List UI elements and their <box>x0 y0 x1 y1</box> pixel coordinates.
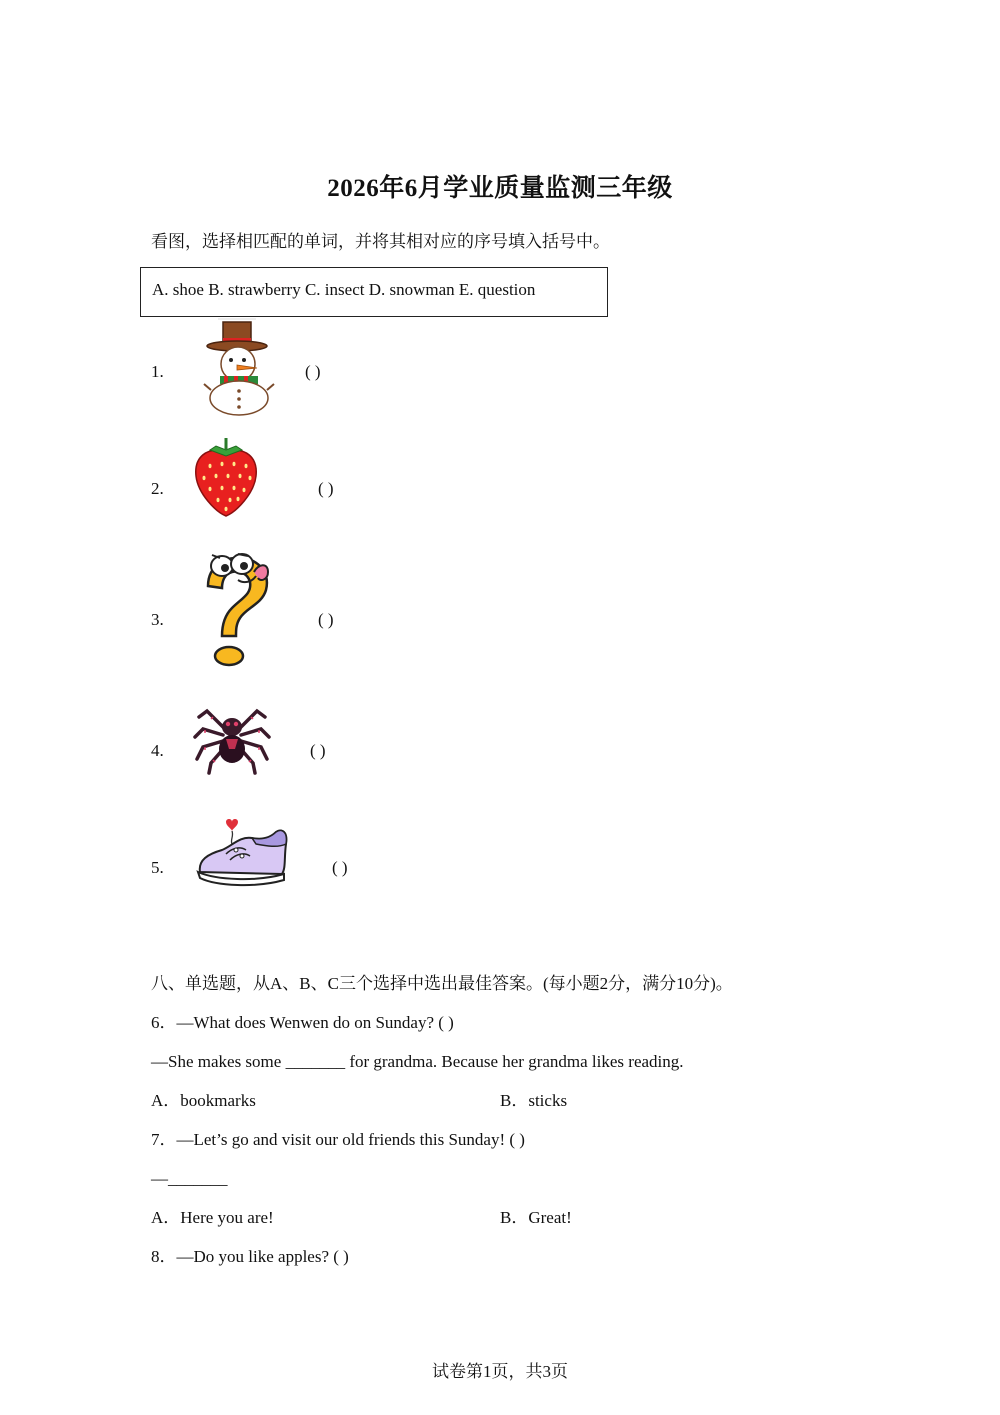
section8-heading: 八、单选题，从A、B、C三个选择中选出最佳答案。(每小题2分，满分10分)。 <box>151 974 733 993</box>
item-1-number: 1. <box>151 362 164 381</box>
item-2-answer-blank[interactable]: ( ) <box>318 479 334 498</box>
item-3-number: 3. <box>151 610 164 629</box>
section1-instruction: 看图，选择相匹配的单词，并将其相对应的序号填入括号中。 <box>151 232 610 251</box>
question-7-option-b[interactable]: B．Great! <box>500 1208 572 1227</box>
question-8: 8．—Do you like apples? ( ) <box>151 1247 349 1266</box>
question-7: 7．—Let’s go and visit our old friends this Sunday! ( ) <box>151 1130 525 1149</box>
page-title: 2026年6月学业质量监测三年级 <box>327 175 673 202</box>
item-3-answer-blank[interactable]: ( ) <box>318 610 334 629</box>
shoe-icon <box>196 816 288 888</box>
item-1-answer-blank[interactable]: ( ) <box>305 362 321 381</box>
word-bank-text: A. shoe B. strawberry C. insect D. snowman E. question <box>152 280 536 299</box>
item-4-number: 4. <box>151 741 164 760</box>
word-bank-box <box>140 267 608 317</box>
question-6-option-b[interactable]: B．sticks <box>500 1091 568 1110</box>
strawberry-icon <box>192 436 260 518</box>
item-5-answer-blank[interactable]: ( ) <box>332 858 348 877</box>
item-2-number: 2. <box>151 479 164 498</box>
question-6: 6．—What does Wenwen do on Sunday? ( ) <box>151 1013 454 1032</box>
snowman-icon <box>202 318 276 416</box>
question-6-option-a[interactable]: A．bookmarks <box>151 1091 256 1110</box>
item-5-number: 5. <box>151 858 164 877</box>
spider-icon <box>193 697 271 775</box>
question-mark-icon <box>198 552 274 668</box>
question-7-dialogue: —_______ <box>151 1169 228 1188</box>
question-7-option-a[interactable]: A．Here you are! <box>151 1208 274 1227</box>
item-4-answer-blank[interactable]: ( ) <box>310 741 326 760</box>
page-footer: 试卷第1页，共3页 <box>432 1362 568 1381</box>
question-6-dialogue: —She makes some _______ for grandma. Because her grandma likes reading. <box>151 1052 684 1071</box>
